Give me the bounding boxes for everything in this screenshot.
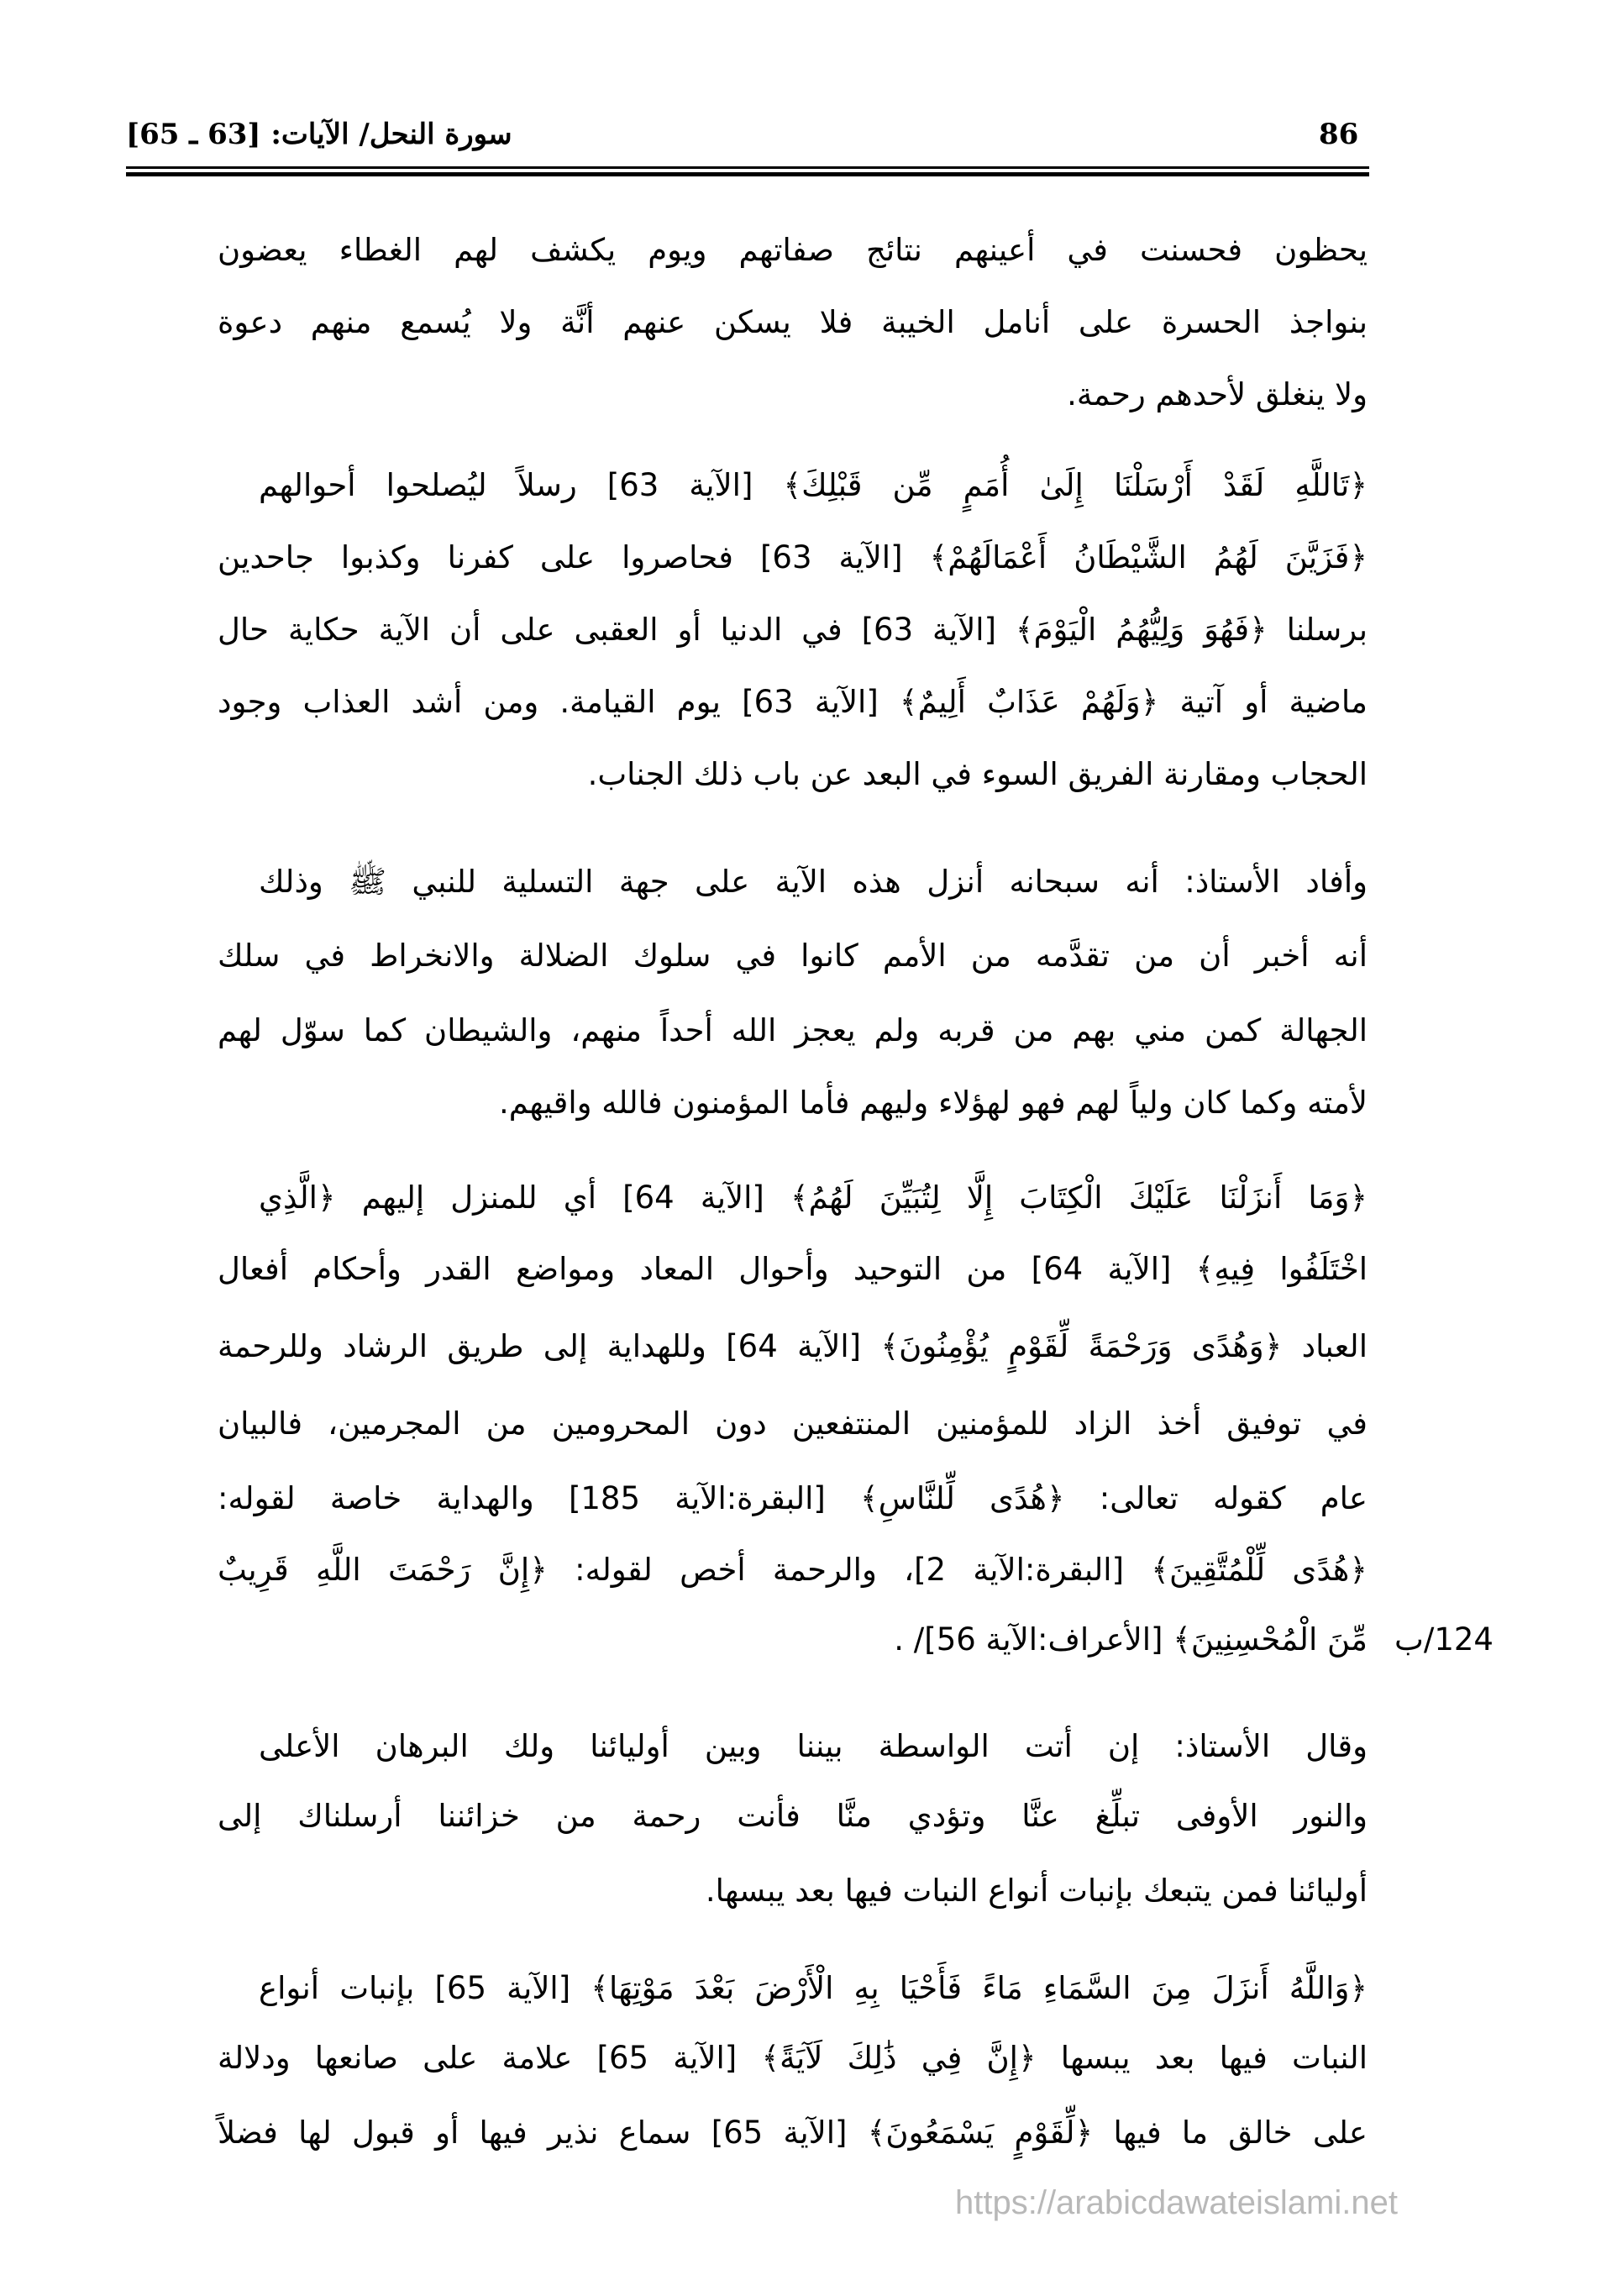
header-rule-thin	[126, 166, 1369, 169]
text-line: ﴿وَمَا أَنزَلْنَا عَلَيْكَ الْكِتَابَ إِلَّا لِتُبَيِّنَ لَهُمُ﴾ [الآية 64] أي للمنزل إليهم ﴿الَّذِي	[259, 1180, 1368, 1216]
text-line: ﴿فَزَيَّنَ لَهُمُ الشَّيْطَانُ أَعْمَالَهُمْ﴾ [الآية 63] فحاصروا على كفرنا وكذبوا جاحدين	[218, 539, 1368, 575]
running-title: سورة النحل/ الآيات: [63 ـ 65]	[126, 118, 512, 151]
text-line: الحجاب ومقارنة الفريق السوء في البعد عن باب ذلك الجناب.	[587, 756, 1368, 792]
watermark-url: https://arabicdawateislami.net	[955, 2184, 1398, 2221]
text-line: ولا ينغلق لأحدهم رحمة.	[1067, 376, 1368, 412]
text-line: ماضية أو آتية ﴿وَلَهُمْ عَذَابٌ أَلِيمٌ﴾ [الآية 63] يوم القيامة. ومن أشد العذاب وجود	[218, 684, 1368, 720]
text-line: بنواجذ الحسرة على أنامل الخيبة فلا يسكن عنهم أنَّة ولا يُسمع منهم دعوة	[218, 304, 1368, 340]
text-line: النبات فيها بعد يبسها ﴿إِنَّ فِي ذَٰلِكَ لَآيَةً﴾ [الآية 65] علامة على صانعها ودلالة	[218, 2040, 1368, 2076]
text-line: ﴿هُدًى لِّلْمُتَّقِينَ﴾ [البقرة:الآية 2]، والرحمة أخص لقوله: ﴿إِنَّ رَحْمَتَ اللَّهِ قَرِيبٌ	[218, 1552, 1368, 1588]
text-line: برسلنا ﴿فَهُوَ وَلِيُّهُمُ الْيَوْمَ﴾ [الآية 63] في الدنيا أو العقبى على أن الآية حكاية حال	[218, 612, 1368, 648]
text-line: وقال الأستاذ: إن أتت الواسطة بيننا وبين أوليائنا ولك البرهان الأعلى	[259, 1728, 1368, 1764]
text-line: العباد ﴿وَهُدًى وَرَحْمَةً لِّقَوْمٍ يُؤْمِنُونَ﴾ [الآية 64] وللهداية إلى طريق الرشاد وللرحمة	[218, 1328, 1368, 1364]
manuscript-folio-note: 124/ب	[1394, 1621, 1494, 1658]
page-number: 86	[1319, 118, 1359, 151]
text-line: اخْتَلَفُوا فِيهِ﴾ [الآية 64] من التوحيد وأحوال المعاد ومواضع القدر وأحكام أفعال	[218, 1251, 1368, 1287]
header-rule-thick	[126, 172, 1369, 176]
text-line: لأمته وكما كان ولياً لهم فهو لهؤلاء وليهم فأما المؤمنون فالله واقيهم.	[499, 1085, 1368, 1121]
text-line: أنه أخبر أن من تقدَّمه من الأمم كانوا في سلوك الضلالة والانخراط في سلك	[218, 938, 1368, 974]
text-line: أوليائنا فمن يتبعك بإنبات أنواع النبات فيها بعد يبسها.	[705, 1873, 1368, 1909]
text-line: ﴿وَاللَّهُ أَنزَلَ مِنَ السَّمَاءِ مَاءً فَأَحْيَا بِهِ الْأَرْضَ بَعْدَ مَوْتِهَا﴾ [الآية 65] بإنبات أنواع	[259, 1970, 1368, 2006]
text-line: عام كقوله تعالى: ﴿هُدًى لِّلنَّاسِ﴾ [البقرة:الآية 185] والهداية خاصة لقوله:	[218, 1480, 1368, 1516]
text-line: على خالق ما فيها ﴿لِّقَوْمٍ يَسْمَعُونَ﴾ [الآية 65] سماع نذير فيها أو قبول لها فضلاً	[218, 2115, 1368, 2151]
text-line: مِّنَ الْمُحْسِنِينَ﴾ [الأعراف:الآية 56]/ .	[894, 1621, 1368, 1658]
text-line: في توفيق أخذ الزاد للمؤمنين المنتفعين دون المحرومين من المجرمين، فالبيان	[218, 1405, 1368, 1442]
text-line: الجهالة كمن مني بهم من قربه ولم يعجز الله أحداً منهم، والشيطان كما سوّل لهم	[218, 1012, 1368, 1048]
text-line: ﴿تَاللَّهِ لَقَدْ أَرْسَلْنَا إِلَىٰ أُمَمٍ مِّن قَبْلِكَ﴾ [الآية 63] رسلاً ليُصلحوا أحوالهم	[259, 467, 1368, 503]
text-line: والنور الأوفى تبلِّغ عنَّا وتؤدي منَّا فأنت رحمة من خزائننا أرسلناك إلى	[218, 1798, 1368, 1834]
text-line: يحظون فحسنت في أعينهم نتائج صفاتهم ويوم يكشف لهم الغطاء يعضون	[218, 232, 1368, 268]
text-line: وأفاد الأستاذ: أنه سبحانه أنزل هذه الآية على جهة التسلية للنبي ﷺ وذلك	[259, 864, 1368, 900]
